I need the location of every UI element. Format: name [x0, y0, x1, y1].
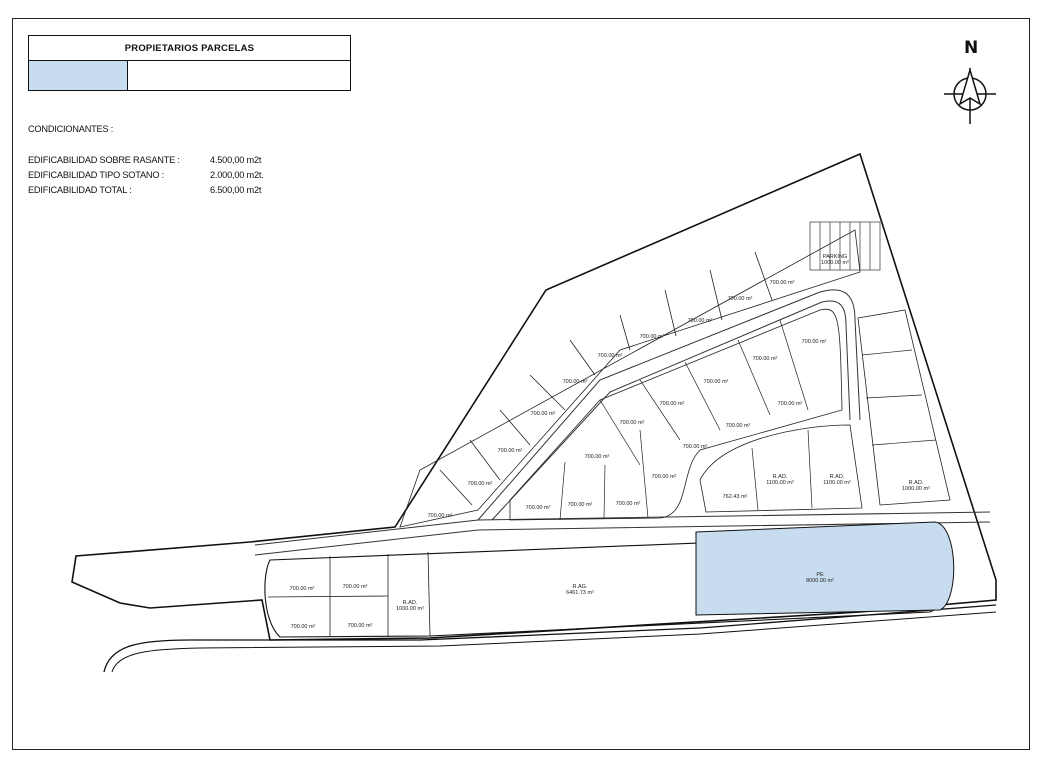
parcel-label: 700.00 m² [725, 423, 751, 429]
parcel-area-label: 1100.00 m² [766, 480, 794, 486]
parcel-label: 700.00 m² [342, 584, 368, 590]
parcel-label: 700.00 m² [727, 296, 753, 302]
parcel-divider [862, 350, 912, 355]
parcel-label: R.AG. [572, 584, 588, 590]
parcel-label: 700.00 m² [801, 339, 827, 345]
parcel-label: 700.00 m² [427, 513, 453, 519]
conditions-title: CONDICIONANTES : [28, 124, 114, 134]
parcel-label: R.AD. [829, 474, 845, 480]
parcel-label: 700.00 m² [687, 318, 713, 324]
parcel-divider [872, 440, 936, 445]
parcel-label: 700.00 m² [347, 623, 373, 629]
parcel-label: 700.00 m² [659, 401, 685, 407]
parcel-label: 700.00 m² [290, 624, 316, 630]
parcel-divider [440, 470, 472, 505]
parcel-divider [604, 465, 605, 518]
parcel-divider [640, 430, 648, 518]
parcel-divider [428, 552, 430, 636]
parcel-label: 700.00 m² [562, 379, 588, 385]
parcel-label: 700.00 m² [467, 481, 493, 487]
parcel-divider [640, 380, 680, 440]
parcel-divider [738, 340, 770, 415]
condition-label: EDIFICABILIDAD TOTAL : [28, 185, 132, 195]
parcel-label: 700.00 m² [597, 353, 623, 359]
parcel-divider [808, 430, 812, 508]
parcel-label: PARKING [822, 254, 848, 260]
parcel-label: 700.00 m² [584, 454, 610, 460]
parcel-area-label: 1100.00 m² [823, 480, 851, 486]
parcel-label: R.AD. [908, 480, 924, 486]
parcel-pe-highlight [696, 522, 954, 615]
condition-value: 2.000,00 m2t. [210, 170, 264, 180]
parcel-label: 700.00 m² [530, 411, 556, 417]
parcel-label: 700.00 m² [752, 356, 778, 362]
interior-block [510, 309, 842, 520]
parcel-area-label: 1000.00 m² [902, 486, 930, 492]
parcel-divider [665, 290, 676, 336]
parcel-label: 762.43 m² [722, 494, 748, 500]
condition-label: EDIFICABILIDAD TIPO SOTANO : [28, 170, 164, 180]
parcel-divider [570, 340, 595, 375]
parcel-label: R.AD. [402, 600, 418, 606]
parcel-label: 700.00 m² [703, 379, 729, 385]
parcel-label: 700.00 m² [651, 474, 677, 480]
parcel-label: 700.00 m² [615, 501, 641, 507]
parcel-divider [560, 462, 565, 520]
external-road-edge [112, 612, 996, 672]
parcel-label: PE [816, 572, 824, 578]
parcel-area-label: 8000.00 m² [806, 578, 834, 584]
parcel-area-label: 6461.73 m² [566, 590, 594, 596]
parcel-label: 700.00 m² [289, 586, 315, 592]
parcel-divider [777, 320, 808, 410]
parcel-divider [620, 315, 630, 350]
parcel-label: 700.00 m² [525, 505, 551, 511]
condition-value: 6.500,00 m2t [210, 185, 262, 195]
east-strip [858, 310, 950, 505]
parcel-label: 700.00 m² [619, 420, 645, 426]
parcel-label: 700.00 m² [567, 502, 593, 508]
parcel-divider [685, 362, 720, 430]
parcel-divider [470, 440, 500, 480]
parcel-divider [268, 596, 388, 597]
parcel-label: 700.00 m² [497, 448, 523, 454]
parcel-label: 700.00 m² [639, 334, 665, 340]
parcel-label: 700.00 m² [682, 444, 708, 450]
north-letter: N [964, 38, 979, 58]
condition-value: 4.500,00 m2t [210, 155, 262, 165]
parcel-area-label: 1000.00 m² [821, 260, 849, 266]
parcel-divider [866, 395, 922, 398]
parcel-label: R.AD. [772, 474, 788, 480]
parcel-label: 700.00 m² [777, 401, 803, 407]
parcel-divider [755, 252, 772, 300]
condition-label: EDIFICABILIDAD SOBRE RASANTE : [28, 155, 180, 165]
parcel-divider [752, 448, 758, 510]
parcel-label: 700.00 m² [769, 280, 795, 286]
parcel-area-label: 1000.00 m² [396, 606, 424, 612]
parcel-divider [710, 270, 722, 320]
owners-legend-title: PROPIETARIOS PARCELAS [29, 36, 350, 61]
parcel-divider [500, 410, 530, 445]
